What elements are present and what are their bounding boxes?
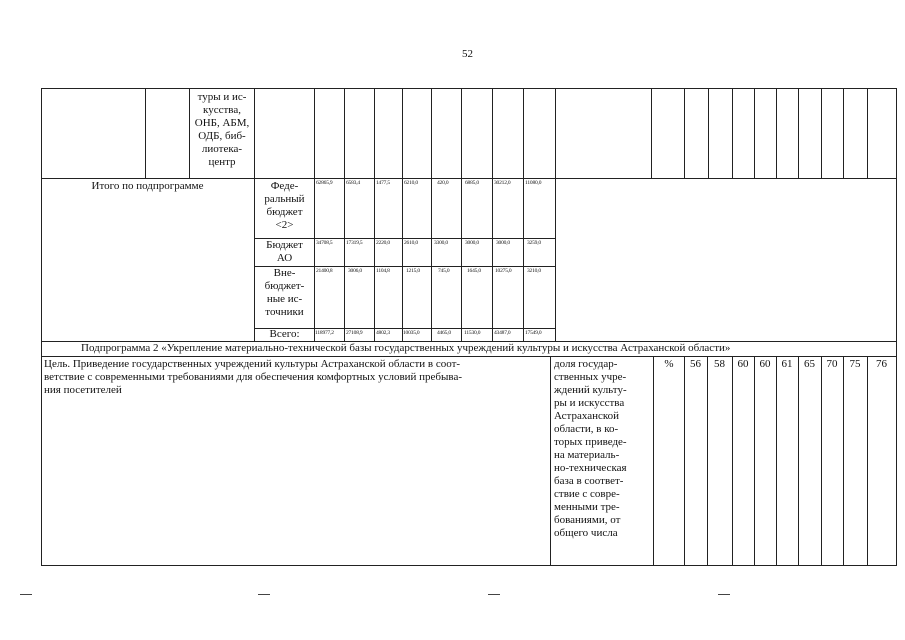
- value-cell: 10275,0: [495, 268, 512, 274]
- indicator-line: общего числа: [554, 527, 618, 539]
- source-line: Бюджет: [266, 239, 303, 251]
- target-value: 60: [737, 358, 749, 370]
- value-cell: 3300,0: [434, 240, 448, 246]
- indicator-line: менными тре-: [554, 501, 620, 513]
- value-cell: 6583,4: [346, 180, 360, 186]
- indicator-line: торых приведе-: [554, 436, 627, 448]
- source-line: Всего:: [269, 328, 300, 340]
- indicator-line: ры и искусства: [554, 397, 625, 409]
- value-cell: 1104,8: [376, 268, 390, 274]
- target-value: 60: [759, 358, 771, 370]
- value-cell: 420,0: [437, 180, 449, 186]
- source-line: Феде-: [270, 180, 299, 192]
- value-cell: 118977,2: [315, 330, 334, 336]
- source-line: бюджет-: [264, 280, 305, 292]
- unit-cell: %: [664, 358, 674, 370]
- value-cell: 3000,0: [465, 240, 479, 246]
- target-value: 58: [714, 358, 725, 370]
- value-cell: 3210,0: [527, 268, 541, 274]
- target-value: 76: [876, 358, 887, 370]
- value-cell: 1477,5: [376, 180, 390, 186]
- continuation-line: туры и ис-: [197, 91, 247, 103]
- source-federal: [255, 180, 314, 232]
- value-cell: 17319,5: [346, 240, 363, 246]
- source-line: <2>: [275, 219, 294, 231]
- value-cell: 3000,0: [496, 240, 510, 246]
- indicator-text: [554, 358, 652, 540]
- goal-line: ния посетителей: [44, 384, 122, 396]
- goal-text: [44, 358, 549, 397]
- value-cell: 4465,0: [437, 330, 451, 336]
- value-cell: 27108,9: [346, 330, 363, 336]
- indicator-line: бованиями, от: [554, 514, 621, 526]
- indicator-line: на материаль-: [554, 449, 620, 461]
- value-cell: 34708,5: [316, 240, 333, 246]
- target-value: 65: [804, 358, 815, 370]
- target-value: 70: [826, 358, 838, 370]
- continuation-line: лиотека-: [201, 143, 243, 155]
- subprogram-title: Подпрограмма 2 «Укрепление материально-технической базы государственных учреждений культуры и искусства Астраханской области»: [81, 342, 731, 354]
- indicator-line: доля государ-: [554, 358, 618, 370]
- value-cell: 3259,0: [527, 240, 541, 246]
- source-regional: [255, 239, 314, 265]
- value-cell: 2220,0: [376, 240, 390, 246]
- source-line: АО: [276, 252, 293, 264]
- value-cell: 4802,3: [376, 330, 390, 336]
- subtotal-label: Итого по подпрограмме: [91, 180, 204, 192]
- value-cell: 6210,0: [404, 180, 418, 186]
- value-cell: 1645,0: [467, 268, 481, 274]
- goal-line: Цель. Приведение государственных учреждений культуры Астраханской области в соот-: [44, 358, 461, 370]
- value-cell: 30212,0: [494, 180, 511, 186]
- goal-line: ветствие с современными требованиями для обеспечения комфортных условий пребыва-: [44, 371, 463, 383]
- target-value: 75: [849, 358, 861, 370]
- continuation-line: центр: [208, 156, 236, 168]
- indicator-line: ждений культу-: [554, 384, 627, 396]
- target-value: 61: [781, 358, 793, 370]
- indicator-line: области, в ко-: [554, 423, 619, 435]
- scan-mark: [488, 594, 500, 595]
- value-cell: 11080,0: [525, 180, 542, 186]
- source-extrabudget: [255, 267, 314, 319]
- value-cell: 10035,0: [403, 330, 420, 336]
- value-cell: 745,0: [438, 268, 450, 274]
- scan-mark: [258, 594, 270, 595]
- source-line: ные ис-: [266, 293, 303, 305]
- page-number: 52: [462, 48, 473, 60]
- scan-mark: [718, 594, 730, 595]
- indicator-line: база в соответ-: [554, 475, 624, 487]
- value-cell: 1215,0: [406, 268, 420, 274]
- scan-mark: [20, 594, 32, 595]
- continuation-line: ОНБ, АБМ,: [194, 117, 250, 129]
- value-cell: 11530,0: [464, 330, 481, 336]
- source-line: ральный: [264, 193, 305, 205]
- program-table: [41, 88, 897, 566]
- value-cell: 43487,0: [494, 330, 511, 336]
- value-cell: 6885,0: [465, 180, 479, 186]
- value-cell: 3006,0: [348, 268, 362, 274]
- value-cell: 21400,8: [316, 268, 333, 274]
- source-total: [255, 328, 314, 341]
- indicator-line: Астраханской: [554, 410, 620, 422]
- target-value: 56: [690, 358, 701, 370]
- continuation-line: кусства,: [203, 104, 241, 116]
- source-line: бюджет: [266, 206, 303, 218]
- source-line: точники: [265, 306, 304, 318]
- source-line: Вне-: [273, 267, 296, 279]
- value-cell: 2610,0: [404, 240, 418, 246]
- indicator-line: ствие с совре-: [554, 488, 620, 500]
- indicator-line: но-техническая: [554, 462, 627, 474]
- value-cell: 17549,0: [525, 330, 542, 336]
- value-cell: 62865,9: [316, 180, 333, 186]
- continuation-cell: [190, 91, 254, 169]
- indicator-line: ственных учре-: [554, 371, 627, 383]
- continuation-line: ОДБ, биб-: [198, 130, 246, 142]
